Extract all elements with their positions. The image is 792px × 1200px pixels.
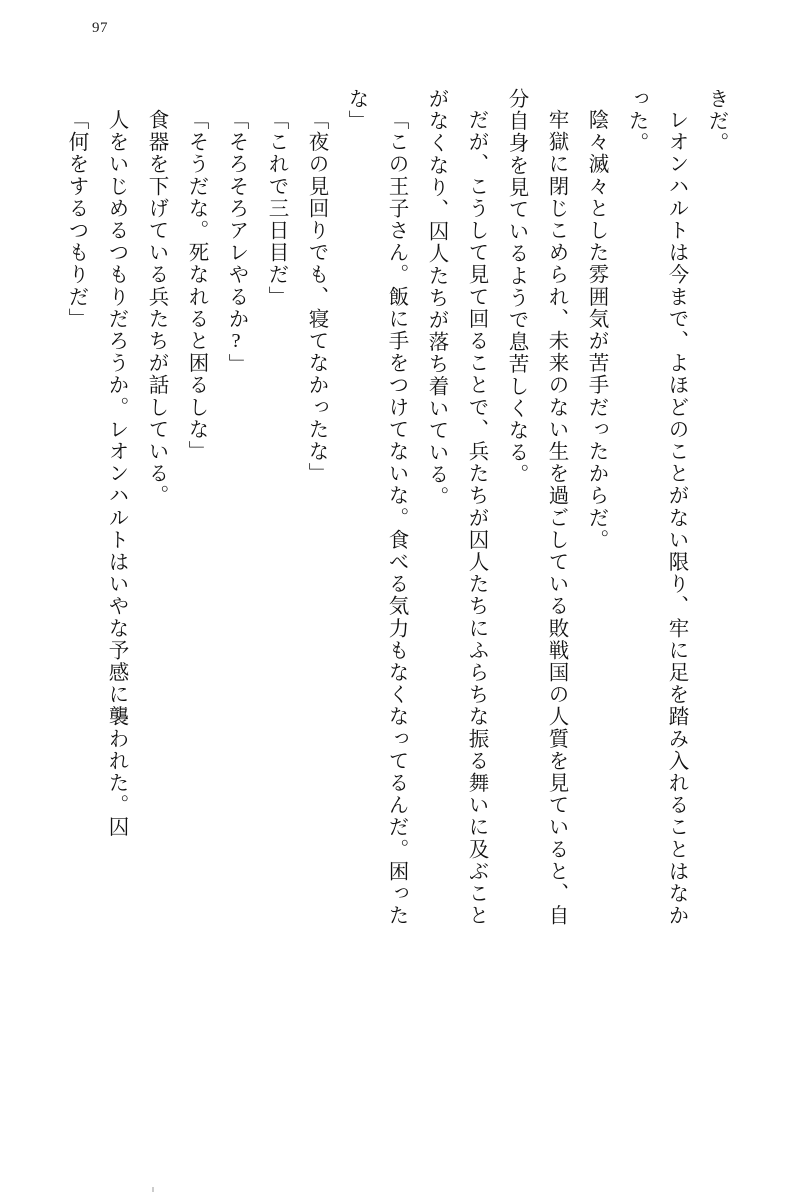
text-line: レオンハルトは今まで、よほどのことがない限り、牢に足を踏み入れることはなか (665, 109, 687, 927)
text-line: 「そうだな。死なれると困るしな」 (185, 109, 207, 463)
text-line: 分自身を見ているようで息苦しくなる。 (505, 88, 527, 486)
text-line: きだ。 (705, 88, 727, 155)
text-line: 「何をするつもりだ」 (65, 109, 87, 330)
page-edge-mark (152, 1187, 154, 1192)
text-line: 「これで三日目だ」 (265, 109, 287, 308)
text-line: 「夜の見回りでも、寝てなかったな」 (305, 109, 327, 485)
text-line: 「そろそろアレやるか?」 (225, 109, 247, 376)
vertical-text-body (56, 88, 736, 1168)
page-number: 97 (92, 20, 108, 36)
text-line: った。 (625, 88, 647, 155)
text-line: 「この王子さん。飯に手をつけてないな。食べる気力もなくなってるんだ。困った (385, 109, 407, 927)
text-line: な」 (345, 88, 367, 133)
text-line: 食器を下げている兵たちが話している。 (145, 109, 167, 507)
text-line: 陰々滅々とした雰囲気が苦手だったからだ。 (585, 109, 607, 551)
text-line: 人をいじめるつもりだろうか。レオンハルトはいやな予感に襲われた。囚 (105, 109, 127, 839)
text-line: 牢獄に閉じこめられ、未来のない生を過ごしている敗戦国の人質を見ていると、自 (545, 109, 567, 927)
text-line: だが、こうして見て回ることで、兵たちが囚人たちにふらちな振る舞いに及ぶこと (465, 109, 487, 927)
text-line: がなくなり、囚人たちが落ち着いている。 (425, 88, 447, 508)
